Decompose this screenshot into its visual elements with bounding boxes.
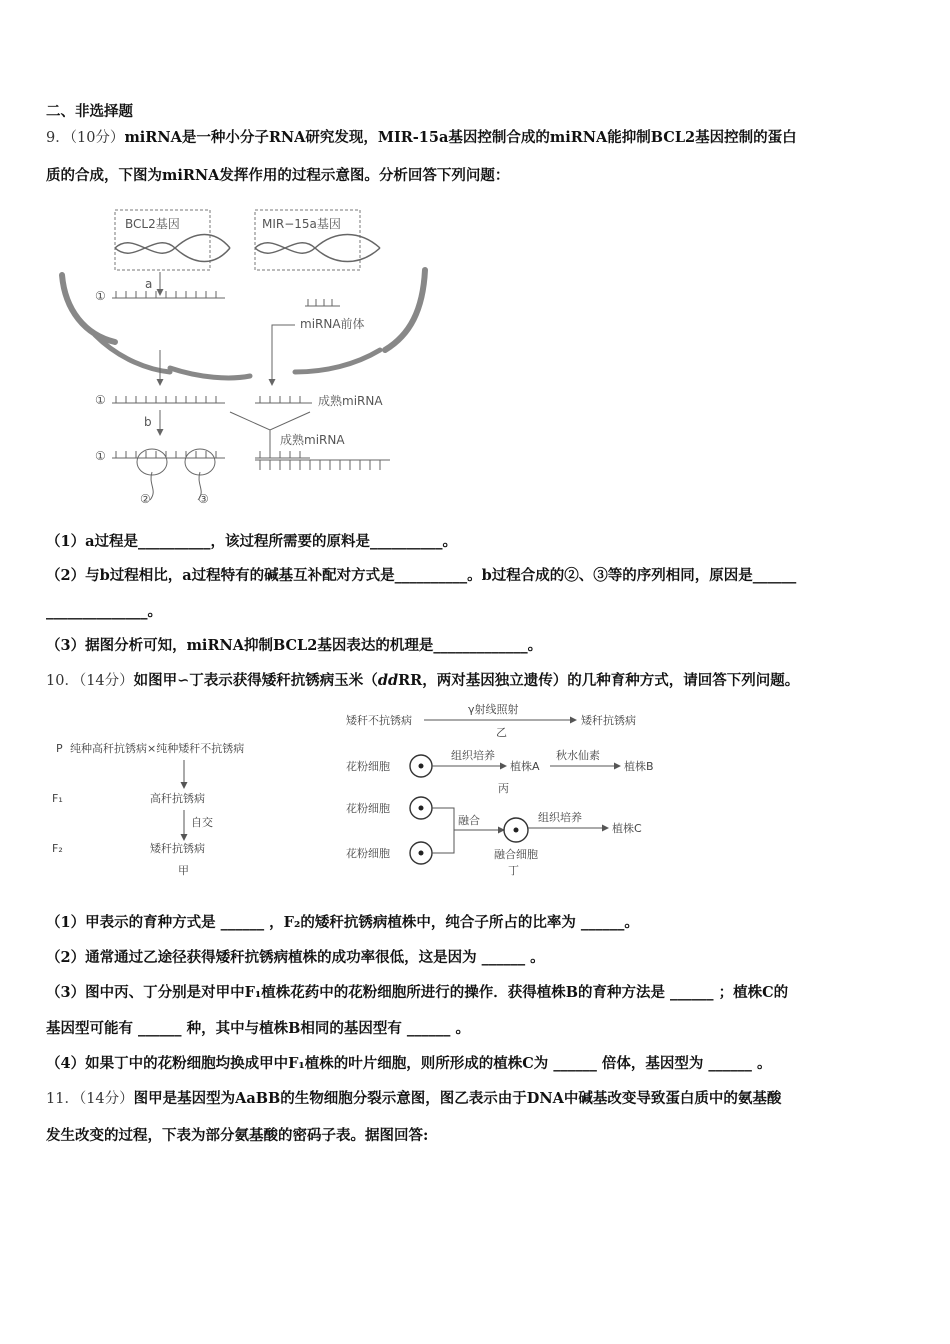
bcl2-gene-label: BCL2基因 xyxy=(125,217,180,231)
q10-number: 10．（14分） xyxy=(46,673,134,689)
p-label: P xyxy=(56,742,63,755)
q9-sub2-line1: （2）与b过程相比，a过程特有的碱基互补配对方式是__________。b过程合成的②、③等的序列相同，原因是______ xyxy=(46,567,797,584)
mir-gene-label: MIR−15a基因 xyxy=(262,217,341,231)
plant-b: 植株B xyxy=(624,760,654,773)
q10-stem-italic: dd xyxy=(377,672,399,689)
q9-stem-2: 质的合成，下图为miRNA发挥作用的过程示意图。分析回答下列问题： xyxy=(46,167,510,184)
jia-label: 甲 xyxy=(178,864,189,877)
pollen-cell-1: 花粉细胞 xyxy=(346,760,390,773)
f1-text: 高秆抗锈病 xyxy=(150,792,205,805)
q9-mirna-figure xyxy=(40,200,450,520)
q9-stem-1: miRNA是一种小分子RNA研究发现，MIR-15a基因控制合成的miRNA能抑制BCL2基因控制的蛋白 xyxy=(124,129,797,146)
section-title: 二、非选择题 xyxy=(46,103,133,120)
q11-stem-line1 xyxy=(46,1089,781,1109)
q10-stem xyxy=(46,671,799,691)
q10-sub1: （1）甲表示的育种方式是 ______ ，F₂的矮秆抗锈病植株中，纯合子所占的比率为 ______。 xyxy=(46,914,639,931)
q10-sub3-line1: （3）图中丙、丁分别是对甲中F₁植株花药中的花粉细胞所进行的操作．获得植株B的育种方法是 ______ ；植株C的 xyxy=(46,984,789,1001)
selfing-label: 自交 xyxy=(191,816,213,829)
label-a: a xyxy=(145,277,153,291)
yi-arrow-label: γ射线照射 xyxy=(468,703,519,716)
q9-sub3: （3）据图分析可知，miRNA抑制BCL2基因表达的机理是_____________。 xyxy=(46,637,543,654)
f1-label: F₁ xyxy=(52,792,63,805)
pre-mirna-label: miRNA前体 xyxy=(300,317,365,331)
q11-stem-2: 发生改变的过程，下表为部分氨基酸的密码子表。据图回答: xyxy=(46,1127,429,1144)
f2-text: 矮秆抗锈病 xyxy=(150,842,205,855)
pollen-cell-3: 花粉细胞 xyxy=(346,847,390,860)
ding-label: 丁 xyxy=(508,864,519,877)
pollen-cell-2: 花粉细胞 xyxy=(346,802,390,815)
fusion-label: 融合 xyxy=(458,814,480,827)
fused-cell-label: 融合细胞 xyxy=(494,848,538,861)
bing-label: 丙 xyxy=(498,782,509,795)
q9-stem-line1 xyxy=(46,128,797,148)
q10-stem-a: 如图甲∽丁表示获得矮秆抗锈病玉米（ xyxy=(133,672,378,689)
q10-stem-b: RR，两对基因独立遗传）的几种育种方式，请回答下列问题。 xyxy=(398,672,800,689)
mark-3: ③ xyxy=(198,492,209,506)
q10-sub4: （4）如果丁中的花粉细胞均换成甲中F₁植株的叶片细胞，则所形成的植株C为 ______ 倍体，基因型为 ______ 。 xyxy=(46,1055,772,1072)
yi-label: 乙 xyxy=(496,726,507,739)
q10-breeding-figure xyxy=(46,700,686,885)
mark-1a: ① xyxy=(95,289,106,303)
q9-sub1: （1）a过程是__________，该过程所需要的原料是__________。 xyxy=(46,533,457,550)
plant-a: 植株A xyxy=(510,760,540,773)
mature-mirna-1: 成熟miRNA xyxy=(318,394,383,408)
mature-mirna-2: 成熟miRNA xyxy=(280,433,345,447)
q9-sub2-line2: ______________。 xyxy=(46,603,162,620)
q11-stem-1: 图甲是基因型为AaBB的生物细胞分裂示意图，图乙表示由于DNA中碱基改变导致蛋白质中的氨基酸 xyxy=(133,1090,782,1107)
colchicine-label: 秋水仙素 xyxy=(556,749,600,762)
plant-c: 植株C xyxy=(612,822,642,835)
mark-2: ② xyxy=(140,492,151,506)
yi-start: 矮秆不抗锈病 xyxy=(346,714,412,727)
f2-label: F₂ xyxy=(52,842,63,855)
q10-sub3-line2: 基因型可能有 ______ 种，其中与植株B相同的基因型有 ______ 。 xyxy=(46,1020,470,1037)
mark-1b: ① xyxy=(95,393,106,407)
q9-number: 9．（10分） xyxy=(46,130,125,146)
q11-number: 11．（14分） xyxy=(46,1091,134,1107)
q10-sub2: （2）通常通过乙途径获得矮秆抗锈病植株的成功率很低，这是因为 ______ 。 xyxy=(46,949,545,966)
label-b: b xyxy=(144,415,152,429)
tissue-culture-1: 组织培养 xyxy=(451,749,495,762)
yi-end: 矮秆抗锈病 xyxy=(581,714,636,727)
p-cross: 纯种高秆抗锈病×纯种矮秆不抗锈病 xyxy=(70,742,245,755)
mark-1c: ① xyxy=(95,449,106,463)
tissue-culture-2: 组织培养 xyxy=(538,811,582,824)
